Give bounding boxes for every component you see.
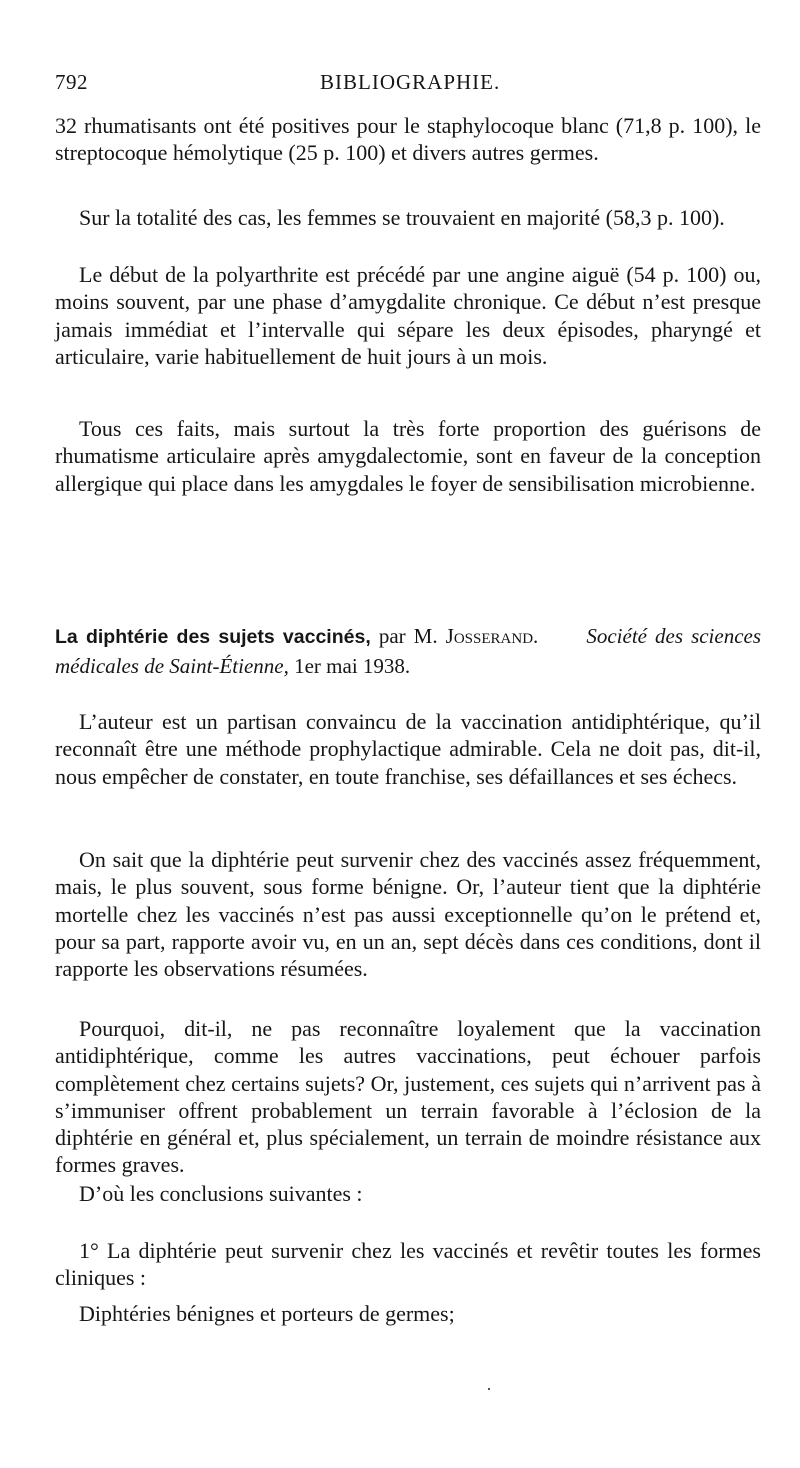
print-speck <box>488 1388 490 1390</box>
paragraph-continuation: 32 rhumatisants ont été positives pour le staphylocoque blanc (71,8 p. 100), le streptocoque hémolytique (25 p. 100) et divers autres germes. <box>55 113 761 166</box>
reference-title: La diphtérie des sujets vaccinés, <box>55 626 371 648</box>
list-item-1: 1° La diphtérie peut survenir chez les vaccinés et revêtir toutes les formes cliniques : <box>55 1238 761 1291</box>
paragraph-conclusion-allergy: Tous ces faits, mais surtout la très forte proportion des guérisons de rhumatisme articulaire après amygdalectomie, sont en faveur de la conception allergique qui place dans les amygdales le foyer de sensibilisation microbienne. <box>55 416 761 496</box>
reference-society: Société des sciences médicales de Saint-Étienne, <box>55 624 762 678</box>
bibliographic-reference <box>55 622 761 681</box>
paragraph-why: Pourquoi, dit-il, ne pas reconnaître loyalement que la vaccination antidiphtérique, comme les autres vaccinations, peut échouer parfois complètement chez certains sujets? Or, justement, ces sujets qui n’arrivent pas à s’immuniser offrent probablement un terrain favorable à l’éclosion de la diphtérie en général et, plus spécialement, un terrain de moindre résistance aux formes graves. <box>55 1016 761 1178</box>
paragraph-women-majority: Sur la totalité des cas, les femmes se trouvaient en majorité (58,3 p. 100). <box>79 205 725 230</box>
paragraph-conclusions-intro: D’où les conclusions suivantes : <box>79 1181 363 1206</box>
running-title: BIBLIOGRAPHIE. <box>320 70 501 94</box>
list-item-subitem: Diphtéries bénignes et porteurs de germes; <box>79 1301 455 1326</box>
reference-date: 1er mai 1938. <box>294 654 411 678</box>
paragraph-author-view: L’auteur est un partisan convaincu de la vaccination antidiphtérique, qu’il reconnaît être une méthode prophylactique admirable. Cela ne doit pas, dit-il, nous empêcher de constater, en toute franchise, ses défaillances et ses échecs. <box>55 709 761 789</box>
page-number: 792 <box>55 70 88 94</box>
page-header <box>50 70 762 100</box>
reference-author: Josserand. <box>445 624 539 648</box>
paragraph-diphtheria-vaccinated: On sait que la diphtérie peut survenir chez des vaccinés assez fréquemment, mais, le plus souvent, sous forme bénigne. Or, l’auteur tient que la diphtérie mortelle chez les vaccinés n’est pas aussi exceptionnelle qu’on le prétend et, pour sa part, rapporte avoir vu, en un an, sept décès dans ces conditions, dont il rapporte les observations résumées. <box>55 847 761 982</box>
reference-by: par M. <box>378 624 438 648</box>
paragraph-onset: Le début de la polyarthrite est précédé par une angine aiguë (54 p. 100) ou, moins souvent, par une phase d’amygdalite chronique. Ce début n’est presque jamais immédiat et l’intervalle qui sépare les deux épisodes, pharyngé et articulaire, varie habituellement de huit jours à un mois. <box>55 262 761 369</box>
